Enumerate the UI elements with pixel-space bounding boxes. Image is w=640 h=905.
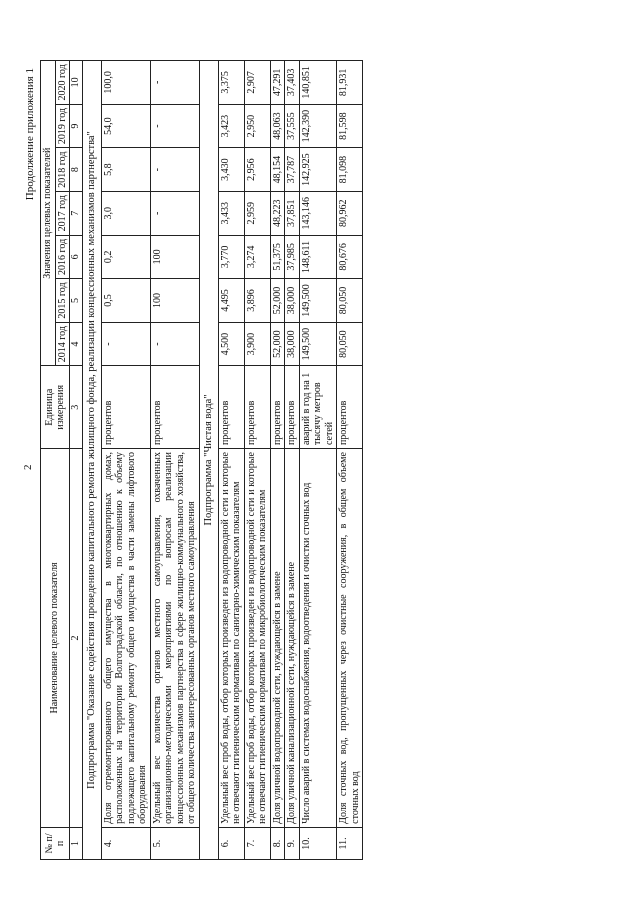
- subprogram-row: [82, 61, 101, 860]
- indicator-value: 51,375: [270, 235, 285, 279]
- indicator-value: 4,500: [218, 322, 244, 366]
- header-year: 2015 год: [55, 279, 70, 323]
- indicator-value: 2,950: [244, 104, 270, 148]
- indicator-value: 5,8: [101, 148, 150, 192]
- indicator-value: 100: [150, 279, 199, 323]
- header-year: 2019 год: [55, 104, 70, 148]
- table-row: [285, 61, 300, 860]
- indicator-unit: процентов: [244, 366, 270, 449]
- indicator-value: 80,676: [337, 235, 363, 279]
- header-year: 2017 год: [55, 191, 70, 235]
- indicator-value: 80,962: [337, 191, 363, 235]
- row-number: 8.: [270, 827, 285, 859]
- row-number: 4.: [101, 827, 150, 859]
- indicator-value: 142,390: [299, 104, 337, 148]
- indicator-value: 37,985: [285, 235, 300, 279]
- header-values-group: Значения целевых показателей: [41, 61, 56, 366]
- indicator-unit: процентов: [337, 366, 363, 449]
- header-unit: Единица измерения: [41, 366, 70, 449]
- indicator-value: 81,598: [337, 104, 363, 148]
- document-page: [0, 50, 590, 880]
- table-row: [270, 61, 285, 860]
- indicator-value: 149,500: [299, 322, 337, 366]
- row-number: 9.: [285, 827, 300, 859]
- page-number: 2: [22, 464, 34, 470]
- indicator-value: 52,000: [270, 322, 285, 366]
- indicator-value: -: [150, 104, 199, 148]
- table-row: [299, 61, 337, 860]
- column-number: 1: [70, 827, 83, 859]
- column-numbers-row: [70, 61, 83, 860]
- table-row: [150, 61, 199, 860]
- indicator-value: 142,925: [299, 148, 337, 192]
- indicator-value: 80,050: [337, 279, 363, 323]
- indicator-value: 3,375: [218, 61, 244, 105]
- indicator-value: 100,0: [101, 61, 150, 105]
- header-year: 2018 год: [55, 148, 70, 192]
- indicator-value: 48,063: [270, 104, 285, 148]
- indicator-value: -: [101, 322, 150, 366]
- indicator-name: Число аварий в системах водоснабжения, водоотведения и очистки сточных вод: [299, 449, 337, 828]
- table-body: [82, 61, 363, 860]
- indicator-value: 2,907: [244, 61, 270, 105]
- header-year: 2020 год: [55, 61, 70, 105]
- column-number: 3: [70, 366, 83, 449]
- header-num: № п/п: [41, 827, 70, 859]
- row-number: 7.: [244, 827, 270, 859]
- indicator-value: 4,495: [218, 279, 244, 323]
- indicator-value: 3,900: [244, 322, 270, 366]
- subprogram-title: Подпрограмма "Чистая вода": [199, 61, 218, 860]
- header-year: 2014 год: [55, 322, 70, 366]
- column-number: 10: [70, 61, 83, 105]
- indicator-value: -: [150, 322, 199, 366]
- indicator-value: 148,611: [299, 235, 337, 279]
- column-number: 7: [70, 191, 83, 235]
- indicator-name: Удельный вес проб воды, отбор которых произведен из водопроводной сети и которые не отвечают гигиеническим нормативам по микробиологическим показателям: [244, 449, 270, 828]
- row-number: 10.: [299, 827, 337, 859]
- subprogram-title: Подпрограмма "Оказание содействия проведению капитального ремонта жилищного фонда, реализации концессионных механизмов партнерства": [82, 61, 101, 860]
- indicator-value: 52,000: [270, 279, 285, 323]
- indicator-value: 80,050: [337, 322, 363, 366]
- indicator-value: 54,0: [101, 104, 150, 148]
- indicator-value: -: [150, 61, 199, 105]
- continuation-label: Продолжение приложения 1: [24, 68, 36, 201]
- indicator-value: 37,787: [285, 148, 300, 192]
- indicator-value: 37,555: [285, 104, 300, 148]
- indicator-value: 2,956: [244, 148, 270, 192]
- indicator-name: Доля уличной канализационной сети, нуждающейся в замене: [285, 449, 300, 828]
- indicator-name: Доля уличной водопроводной сети, нуждающейся в замене: [270, 449, 285, 828]
- row-number: 6.: [218, 827, 244, 859]
- indicator-value: 3,274: [244, 235, 270, 279]
- indicator-value: 3,423: [218, 104, 244, 148]
- indicator-name: Удельный вес проб воды, отбор которых произведен из водопроводной сети и которые не отвечают гигиеническим нормативам по санитарно-химическим показателям: [218, 449, 244, 828]
- indicator-name: Доля отремонтированного общего имущества в многоквартирных домах, расположенных на территории Волгоградской области, по отношению к объему подлежащего капитальному ремонту общего имущества в части замены лифтового оборудования: [101, 449, 150, 828]
- indicators-table: [40, 60, 363, 860]
- indicator-value: 3,430: [218, 148, 244, 192]
- indicator-value: -: [150, 191, 199, 235]
- indicator-value: 3,433: [218, 191, 244, 235]
- indicator-value: 48,154: [270, 148, 285, 192]
- indicator-value: 3,0: [101, 191, 150, 235]
- indicator-unit: процентов: [218, 366, 244, 449]
- indicator-value: 149,500: [299, 279, 337, 323]
- indicator-name: Доля сточных вод, пропущенных через очистные сооружения, в общем объеме сточных вод: [337, 449, 363, 828]
- indicator-value: 37,403: [285, 61, 300, 105]
- indicator-unit: процентов: [150, 366, 199, 449]
- column-number: 9: [70, 104, 83, 148]
- indicator-value: 0,2: [101, 235, 150, 279]
- table-row: [244, 61, 270, 860]
- header-name: Наименование целевого показателя: [41, 449, 70, 828]
- table-row: [337, 61, 363, 860]
- subprogram-row: [199, 61, 218, 860]
- indicator-value: 100: [150, 235, 199, 279]
- indicator-value: 38,000: [285, 322, 300, 366]
- indicator-value: 2,959: [244, 191, 270, 235]
- table-row: [101, 61, 150, 860]
- indicator-value: 3,896: [244, 279, 270, 323]
- column-number: 8: [70, 148, 83, 192]
- column-number: 6: [70, 235, 83, 279]
- row-number: 5.: [150, 827, 199, 859]
- indicator-value: 81,931: [337, 61, 363, 105]
- indicator-value: 140,851: [299, 61, 337, 105]
- table-row: [218, 61, 244, 860]
- indicator-value: 48,223: [270, 191, 285, 235]
- indicator-unit: процентов: [285, 366, 300, 449]
- indicator-value: 81,098: [337, 148, 363, 192]
- column-number: 4: [70, 322, 83, 366]
- indicator-value: 38,000: [285, 279, 300, 323]
- indicator-value: 0,5: [101, 279, 150, 323]
- indicator-unit: процентов: [270, 366, 285, 449]
- row-number: 11.: [337, 827, 363, 859]
- indicator-unit: процентов: [101, 366, 150, 449]
- indicator-value: 47,291: [270, 61, 285, 105]
- indicator-value: 143,146: [299, 191, 337, 235]
- indicator-value: -: [150, 148, 199, 192]
- indicator-unit: аварий в год на 1 тысячу метров сетей: [299, 366, 337, 449]
- indicator-name: Удельный вес количества органов местного самоуправления, охваченных организационно-методическими мероприятиями по вопросам реализации концессионных механизмов партнерства в сфере жилищно-коммунального хозяйства, от общего количества заинтересованных органов местного самоуправления: [150, 449, 199, 828]
- column-number: 5: [70, 279, 83, 323]
- indicator-value: 3,770: [218, 235, 244, 279]
- header-year: 2016 год: [55, 235, 70, 279]
- header-row: [41, 61, 56, 860]
- indicator-value: 37,851: [285, 191, 300, 235]
- column-number: 2: [70, 449, 83, 828]
